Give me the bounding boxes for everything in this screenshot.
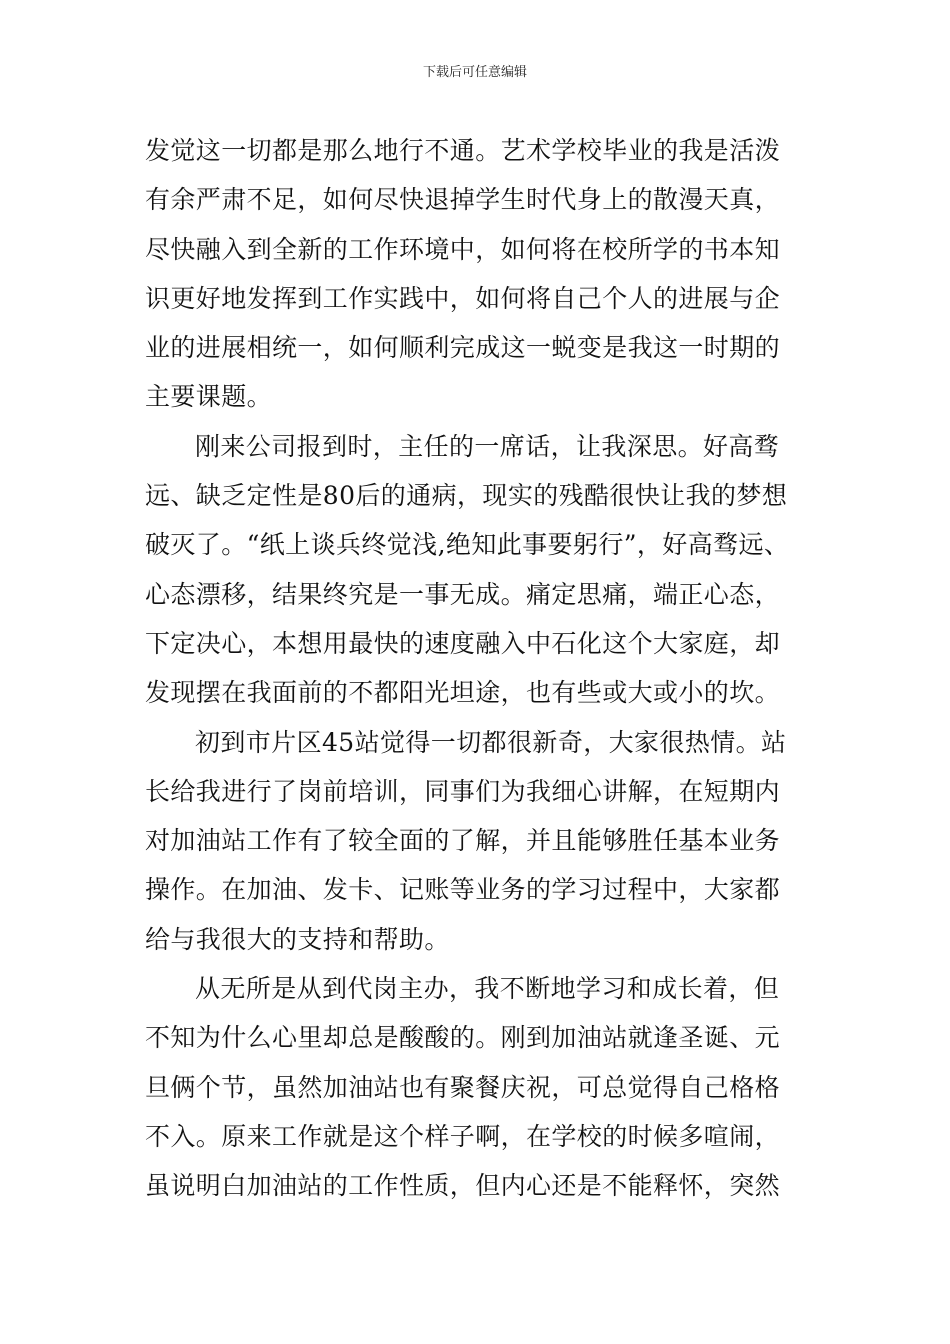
paragraph-first-line: 刚来公司报到时，主任的一席话，让我深思。好高骛 (195, 431, 780, 461)
text-line: 不知为什么心里却总是酸酸的。刚到加油站就逢圣诞、元 (145, 1023, 781, 1053)
text-line: 业的进展相统一，如何顺利完成这一蜕变是我这一时期的 (145, 333, 781, 363)
text-line: 长给我进行了岗前培训，同事们为我细心讲解，在短期内 (145, 776, 781, 806)
text-line: 有余严肃不足，如何尽快退掉学生时代身上的散漫天真， (145, 185, 781, 215)
paragraph-first-line: 初到市片区45站觉得一切都很新奇，大家很热情。站 (195, 727, 787, 757)
text-line: 虽说明白加油站的工作性质，但内心还是不能释怀，突然 (145, 1171, 781, 1201)
page-header-note: 下载后可任意编辑 (422, 65, 527, 80)
document-body (145, 126, 825, 1211)
text-line: 识更好地发挥到工作实践中，如何将自己个人的进展与企 (145, 283, 781, 313)
text-line: 心态漂移，结果终究是一事无成。痛定思痛，端正心态， (145, 579, 781, 609)
text-line: 给与我很大的支持和帮助。 (145, 924, 450, 954)
text-line: 对加油站工作有了较全面的了解，并且能够胜任基本业务 (145, 826, 781, 856)
text-line: 操作。在加油、发卡、记账等业务的学习过程中，大家都 (145, 875, 781, 905)
text-line: 主要课题。 (145, 382, 273, 412)
text-line: 旦俩个节，虽然加油站也有聚餐庆祝，可总觉得自己格格 (145, 1072, 781, 1102)
text-line: 远、缺乏定性是80后的通病，现实的残酷很快让我的梦想 (145, 481, 788, 511)
text-line: 发觉这一切都是那么地行不通。艺术学校毕业的我是活泼 (145, 136, 781, 165)
text-line: 破灭了。“纸上谈兵终觉浅,绝知此事要躬行”，好高骛远、 (145, 530, 790, 560)
paragraph-first-line: 从无所是从到代岗主办，我不断地学习和成长着，但 (195, 974, 780, 1004)
text-line: 发现摆在我面前的不都阳光坦途，也有些或大或小的坎。 (145, 678, 781, 708)
text-line: 不入。原来工作就是这个样子啊，在学校的时候多喧闹， (145, 1121, 781, 1151)
text-line: 尽快融入到全新的工作环境中，如何将在校所学的书本知 (145, 234, 781, 264)
text-line: 下定决心，本想用最快的速度融入中石化这个大家庭，却 (145, 628, 781, 658)
